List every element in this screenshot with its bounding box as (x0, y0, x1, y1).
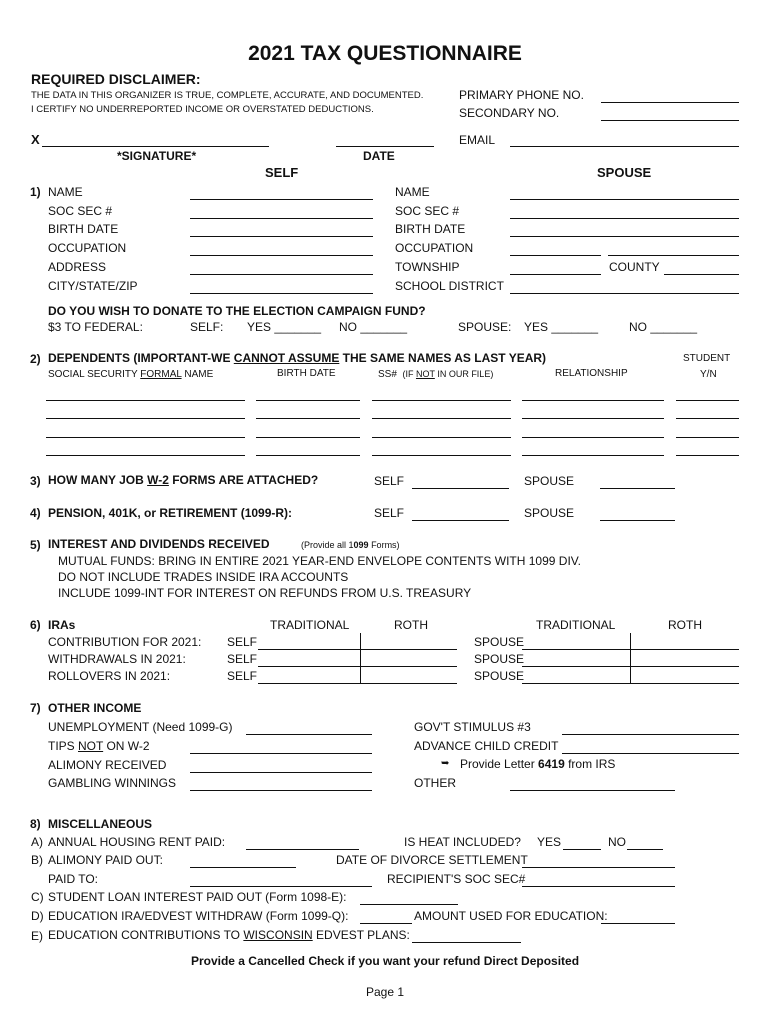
ira-rollovers-label: ROLLOVERS IN 2021: (48, 669, 171, 683)
dependent-4-student[interactable] (676, 455, 739, 456)
ira-self-row-1[interactable] (258, 649, 457, 650)
township-field[interactable] (510, 274, 601, 275)
gambling-label: GAMBLING WINNINGS (48, 776, 177, 790)
spouse-name-label: NAME (395, 185, 430, 199)
spouse-traditional-header: TRADITIONAL (536, 618, 616, 632)
dependent-2-birthdate[interactable] (256, 418, 360, 419)
self-ssn-field[interactable] (190, 218, 373, 219)
heat-question: IS HEAT INCLUDED? (404, 835, 521, 849)
unemployment-label: UNEMPLOYMENT (Need 1099-G) (48, 720, 233, 734)
signature-field[interactable] (42, 146, 269, 147)
donate-self-label: SELF: (190, 320, 224, 334)
paid-to-field[interactable] (190, 886, 372, 887)
alimony-paid-label: ALIMONY PAID OUT: (48, 853, 163, 867)
ira-spouse-divider (630, 633, 631, 684)
donate-self-no[interactable]: NO _______ (339, 320, 408, 334)
alimony-paid-field[interactable] (190, 867, 296, 868)
self-address-label: ADDRESS (48, 260, 107, 274)
spouse-ssn-field[interactable] (510, 218, 739, 219)
interest-line-1: MUTUAL FUNDS: BRING IN ENTIRE 2021 YEAR-END ENVELOPE CONTENTS WITH 1099 DIV. (58, 554, 582, 568)
dependent-1-student[interactable] (676, 400, 739, 401)
heat-no-label: NO (608, 835, 626, 849)
w2-self-field[interactable] (412, 488, 509, 489)
primary-phone-field[interactable] (601, 102, 739, 103)
alimony-received-label: ALIMONY RECEIVED (48, 758, 167, 772)
pension-self-label: SELF (374, 506, 405, 520)
school-district-label: SCHOOL DISTRICT (395, 279, 504, 293)
divorce-date-field[interactable] (522, 867, 675, 868)
page-title: 2021 TAX QUESTIONNAIRE (248, 42, 522, 65)
ira-spouse-label-3: SPOUSE (474, 669, 525, 683)
dependent-4-ssn[interactable] (372, 455, 511, 456)
housing-rent-label: ANNUAL HOUSING RENT PAID: (48, 835, 226, 849)
gambling-field[interactable] (190, 790, 372, 791)
col-ssn-header: SS# (IF NOT IN OUR FILE) (378, 369, 494, 380)
letter-6419-note: Provide Letter 6419 from IRS (460, 757, 616, 771)
dependent-1-name[interactable] (46, 400, 245, 401)
other-income-label: OTHER (414, 776, 456, 790)
ira-spouse-label-2: SPOUSE (474, 652, 525, 666)
spouse-heading: SPOUSE (597, 165, 652, 180)
signature-x-mark: X (31, 132, 40, 147)
ira-self-row-3[interactable] (258, 683, 457, 684)
spouse-occupation-field[interactable] (510, 255, 601, 256)
amount-used-field[interactable] (601, 923, 675, 924)
spouse-ssn-label: SOC SEC # (395, 204, 460, 218)
w2-spouse-field[interactable] (600, 488, 675, 489)
donate-federal-label: $3 TO FEDERAL: (48, 320, 143, 334)
education-ira-label: EDUCATION IRA/EDVEST WITHDRAW (Form 1099-Q): (48, 909, 349, 923)
ira-self-label-3: SELF (227, 669, 258, 683)
w2-question: HOW MANY JOB W-2 FORMS ARE ATTACHED? (48, 473, 319, 487)
amount-used-label: AMOUNT USED FOR EDUCATION: (414, 909, 608, 923)
dependent-3-student[interactable] (676, 437, 739, 438)
recipient-ssn-label: RECIPIENT'S SOC SEC# (387, 872, 526, 886)
dependent-2-ssn[interactable] (372, 418, 511, 419)
email-label: EMAIL (459, 133, 496, 147)
misc-d-label: D) (31, 909, 44, 923)
ira-self-row-2[interactable] (258, 666, 457, 667)
pension-spouse-field[interactable] (600, 520, 675, 521)
section-2-number: 2) (30, 352, 41, 366)
divorce-date-label: DATE OF DIVORCE SETTLEMENT (336, 853, 528, 867)
student-loan-field[interactable] (360, 904, 458, 905)
dependent-4-name[interactable] (46, 455, 245, 456)
misc-heading: MISCELLANEOUS (48, 817, 153, 831)
ira-contribution-label: CONTRIBUTION FOR 2021: (48, 635, 202, 649)
advance-credit-label: ADVANCE CHILD CREDIT (414, 739, 559, 753)
self-name-label: NAME (48, 185, 83, 199)
education-ira-field[interactable] (360, 923, 412, 924)
tips-label: TIPS NOT ON W-2 (48, 739, 150, 753)
col-birthdate-header: BIRTH DATE (277, 368, 336, 379)
stimulus-label: GOV'T STIMULUS #3 (414, 720, 531, 734)
self-city-label: CITY/STATE/ZIP (48, 279, 138, 293)
unemployment-field[interactable] (246, 734, 372, 735)
self-address-field[interactable] (190, 274, 373, 275)
section-7-number: 7) (30, 701, 41, 715)
pension-self-field[interactable] (412, 520, 509, 521)
donate-spouse-label: SPOUSE: (458, 320, 512, 334)
misc-e-label: E) (31, 929, 43, 943)
school-district-field[interactable] (510, 293, 739, 294)
donate-question: DO YOU WISH TO DONATE TO THE ELECTION CAMPAIGN FUND? (48, 304, 426, 318)
pension-spouse-label: SPOUSE (524, 506, 575, 520)
dependent-1-ssn[interactable] (372, 400, 511, 401)
other-income-heading: OTHER INCOME (48, 701, 142, 715)
dependent-3-ssn[interactable] (372, 437, 511, 438)
self-traditional-header: TRADITIONAL (270, 618, 350, 632)
col-student-yn-header: Y/N (700, 369, 717, 380)
donate-spouse-yes[interactable]: YES _______ (524, 320, 599, 334)
spouse-name-field[interactable] (510, 199, 739, 200)
interest-line-3: INCLUDE 1099-INT FOR INTEREST ON REFUNDS FROM U.S. TREASURY (58, 586, 472, 600)
paid-to-label: PAID TO: (48, 872, 99, 886)
misc-a-label: A) (31, 835, 43, 849)
dependent-4-birthdate[interactable] (256, 455, 360, 456)
recipient-ssn-field[interactable] (522, 886, 675, 887)
alimony-received-field[interactable] (190, 772, 372, 773)
county-field[interactable] (664, 274, 739, 275)
date-label: DATE (363, 149, 395, 163)
col-student-header: STUDENT (683, 353, 731, 364)
signature-label: *SIGNATURE* (117, 149, 197, 163)
page-number: Page 1 (365, 985, 405, 999)
section-8-number: 8) (30, 817, 41, 831)
w2-spouse-label: SPOUSE (524, 474, 575, 488)
dependent-3-relationship[interactable] (522, 437, 664, 438)
col-name-header: SOCIAL SECURITY FORMAL NAME (48, 369, 214, 380)
dependent-2-name[interactable] (46, 418, 245, 419)
edvest-label: EDUCATION CONTRIBUTIONS TO WISCONSIN EDVEST PLANS: (48, 928, 410, 942)
ira-self-label-2: SELF (227, 652, 258, 666)
disclaimer-line-1: THE DATA IN THIS ORGANIZER IS TRUE, COMPLETE, ACCURATE, AND DOCUMENTED. (31, 90, 424, 101)
ira-withdrawals-label: WITHDRAWALS IN 2021: (48, 652, 186, 666)
dependent-1-relationship[interactable] (522, 400, 664, 401)
ira-self-label-1: SELF (227, 635, 258, 649)
spouse-occupation-field-2[interactable] (608, 255, 739, 256)
ira-self-divider (360, 633, 361, 684)
donate-self-yes[interactable]: YES _______ (247, 320, 322, 334)
self-name-field[interactable] (190, 199, 373, 200)
township-label: TOWNSHIP (395, 260, 460, 274)
self-heading: SELF (265, 165, 299, 180)
self-occupation-label: OCCUPATION (48, 241, 127, 255)
ira-spouse-label-1: SPOUSE (474, 635, 525, 649)
primary-phone-label: PRIMARY PHONE NO. (459, 88, 584, 102)
spouse-occupation-label: OCCUPATION (395, 241, 474, 255)
interest-line-2: DO NOT INCLUDE TRADES INSIDE IRA ACCOUNTS (58, 570, 349, 584)
interest-note: (Provide all 1099 Forms) (301, 540, 400, 550)
disclaimer-line-2: I CERTIFY NO UNDERREPORTED INCOME OR OVERSTATED DEDUCTIONS. (31, 104, 374, 115)
self-occupation-field[interactable] (190, 255, 373, 256)
other-income-field[interactable] (510, 790, 675, 791)
housing-rent-field[interactable] (246, 849, 359, 850)
secondary-phone-field[interactable] (601, 120, 739, 121)
heat-no-field[interactable] (627, 849, 663, 850)
donate-spouse-no[interactable]: NO _______ (629, 320, 698, 334)
self-roth-header: ROTH (394, 618, 428, 632)
misc-c-label: C) (31, 890, 44, 904)
pension-question: PENSION, 401K, or RETIREMENT (1099-R): (48, 506, 293, 520)
section-4-number: 4) (30, 506, 41, 520)
heat-yes-label: YES (537, 835, 562, 849)
dependent-2-student[interactable] (676, 418, 739, 419)
tips-field[interactable] (190, 753, 372, 754)
advance-credit-field[interactable] (562, 753, 739, 754)
self-birthdate-label: BIRTH DATE (48, 222, 119, 236)
date-field[interactable] (336, 146, 434, 147)
county-label: COUNTY (609, 260, 660, 274)
dependents-heading: DEPENDENTS (IMPORTANT-WE CANNOT ASSUME THE SAME NAMES AS LAST YEAR) (48, 351, 547, 365)
dependent-3-name[interactable] (46, 437, 245, 438)
stimulus-field[interactable] (562, 734, 739, 735)
spouse-birthdate-label: BIRTH DATE (395, 222, 466, 236)
misc-b-label: B) (31, 853, 43, 867)
spouse-roth-header: ROTH (668, 618, 702, 632)
self-city-field[interactable] (190, 293, 373, 294)
section-1-number: 1) (30, 185, 41, 199)
dependent-3-birthdate[interactable] (256, 437, 360, 438)
dependent-1-birthdate[interactable] (256, 400, 360, 401)
self-ssn-label: SOC SEC # (48, 204, 113, 218)
section-5-number: 5) (30, 538, 41, 552)
secondary-phone-label: SECONDARY NO. (459, 106, 560, 120)
self-birthdate-field[interactable] (190, 236, 373, 237)
section-6-number: 6) (30, 618, 41, 632)
email-field[interactable] (510, 146, 739, 147)
interest-heading: INTEREST AND DIVIDENDS RECEIVED (48, 537, 270, 551)
col-relationship-header: RELATIONSHIP (555, 368, 628, 379)
edvest-field[interactable] (412, 942, 521, 943)
section-3-number: 3) (30, 474, 41, 488)
student-loan-label: STUDENT LOAN INTEREST PAID OUT (Form 1098-E): (48, 890, 347, 904)
ira-heading: IRAs (48, 618, 76, 632)
heat-yes-field[interactable] (563, 849, 601, 850)
letter-arrow-icon: ➥ (441, 758, 450, 769)
disclaimer-heading: REQUIRED DISCLAIMER: (31, 71, 201, 87)
dependent-4-relationship[interactable] (522, 455, 664, 456)
spouse-birthdate-field[interactable] (510, 236, 739, 237)
dependent-2-relationship[interactable] (522, 418, 664, 419)
w2-self-label: SELF (374, 474, 405, 488)
direct-deposit-note: Provide a Cancelled Check if you want your refund Direct Deposited (190, 954, 580, 968)
